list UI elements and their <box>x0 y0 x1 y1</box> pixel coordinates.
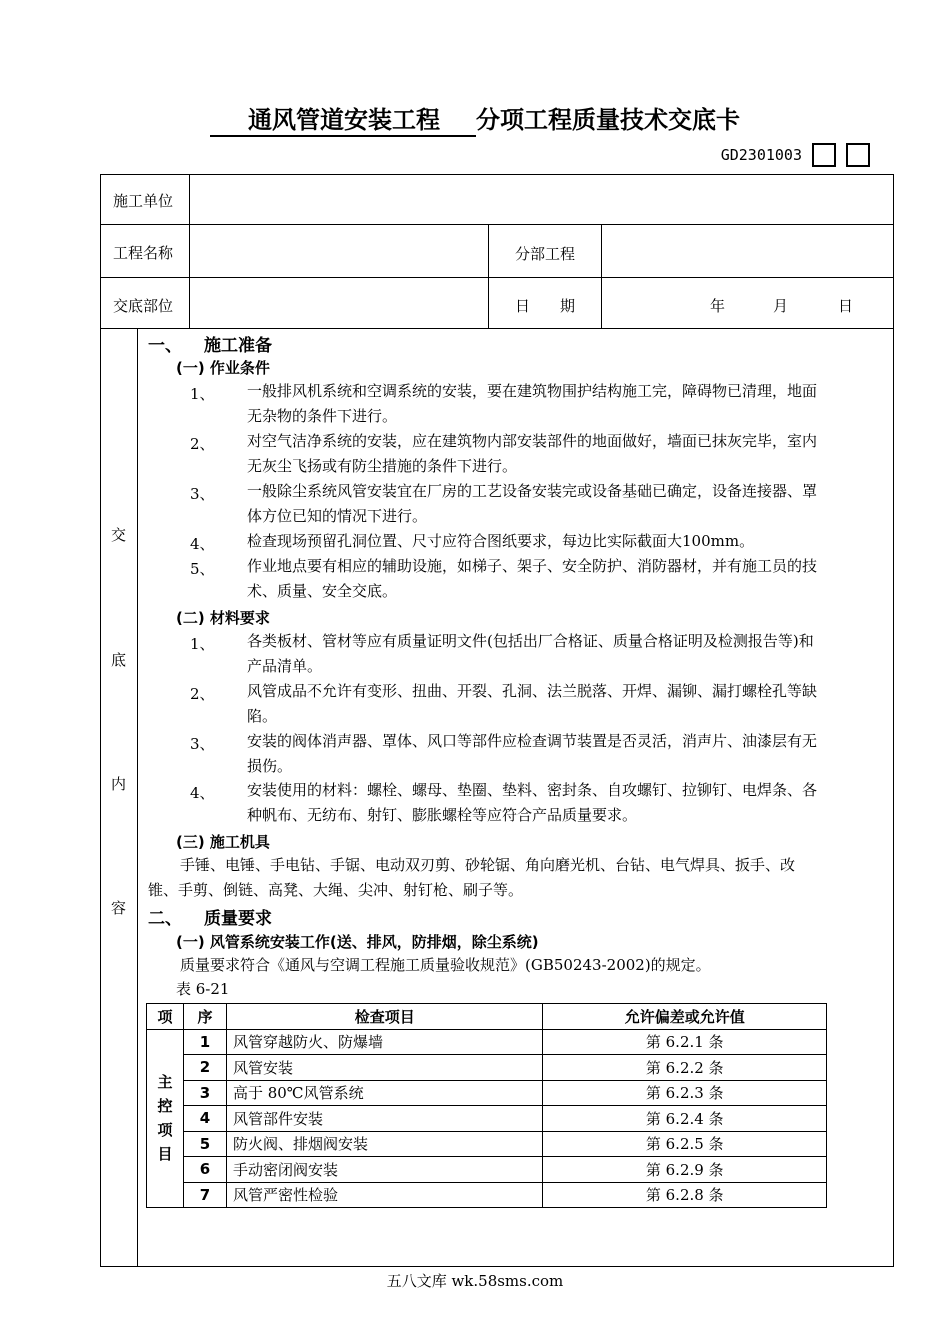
subsection-title: (一) 风管系统安装工作(送、排风，防排烟，除尘系统) <box>176 933 539 951</box>
item-cell: 防火阀、排烟阀安装 <box>226 1131 542 1157</box>
subsection-title: (三) 施工机具 <box>176 833 270 851</box>
row-divider <box>100 328 894 329</box>
item-cell: 手动密闭阀安装 <box>226 1157 542 1183</box>
subsection-title: (一) 作业条件 <box>176 359 270 377</box>
seq-cell: 1 <box>183 1029 226 1055</box>
doc-code-row <box>721 143 870 167</box>
col-divider <box>601 224 602 328</box>
tools-text-line-1: 手锤、电锤、手电钻、手锯、电动双刃剪、砂轮锯、角向磨光机、台钻、电气焊具、扳手、改 <box>180 856 796 874</box>
item-text: 一般排风机系统和空调系统的安装，要在建筑物围护结构施工完，障碍物已清理，地面 无杂物的条件下进行。 <box>247 382 818 425</box>
header-seq: 序 <box>183 1004 226 1030</box>
tools-text-line-2: 锥、手剪、倒链、高凳、大绳、尖冲、射钉枪、刷子等。 <box>148 881 524 899</box>
value-cell: 第 6.2.3 条 <box>543 1080 827 1106</box>
section-2-number: 二、 <box>148 909 182 929</box>
item-number: 5、 <box>190 560 215 578</box>
value-cell: 第 6.2.8 条 <box>543 1182 827 1208</box>
title-suffix: 分项工程质量技术交底卡 <box>476 106 740 134</box>
group-cell: 主控项目 <box>147 1029 184 1208</box>
checkbox-1 <box>812 143 836 167</box>
checkbox-2 <box>846 143 870 167</box>
seq-cell: 4 <box>183 1106 226 1132</box>
table-row <box>147 1131 827 1157</box>
item-number: 3、 <box>190 485 215 503</box>
item-text: 对空气洁净系统的安装，应在建筑物内部安装部件的地面做好，墙面已抹灰完毕，室内 无灰尘飞扬或有防尘措施的条件下进行。 <box>247 432 818 475</box>
item-number: 3、 <box>190 735 215 753</box>
item-number: 4、 <box>190 784 215 802</box>
value-cell: 第 6.2.9 条 <box>543 1157 827 1183</box>
quality-table <box>146 1003 827 1208</box>
header-item: 检查项目 <box>226 1004 542 1030</box>
doc-code: GD2301003 <box>720 146 802 164</box>
footer-watermark: 五八文库 wk.58sms.com <box>386 1272 564 1290</box>
seq-cell: 2 <box>183 1055 226 1081</box>
item-text: 风管成品不允许有变形、扭曲、开裂、孔洞、法兰脱落、开焊、漏铆、漏打螺栓孔等缺 陷。 <box>247 682 818 725</box>
header-group: 项 <box>147 1004 184 1030</box>
col-divider <box>488 224 489 328</box>
table-row <box>147 1157 827 1183</box>
item-text: 各类板材、管材等应有质量证明文件(包括出厂合格证、质量合格证明及检测报告等)和 产品清单。 <box>247 632 814 675</box>
item-number: 1、 <box>190 385 215 403</box>
section-1-number: 一、 <box>148 336 182 356</box>
item-cell: 风管严密性检验 <box>226 1182 542 1208</box>
side-label-char: 容 <box>111 899 127 917</box>
row-divider <box>100 277 894 278</box>
date-label: 日 期 <box>515 297 576 315</box>
item-cell: 风管部件安装 <box>226 1106 542 1132</box>
part-label: 交底部位 <box>113 297 174 315</box>
item-number: 4、 <box>190 535 215 553</box>
date-day: 日 <box>838 297 854 315</box>
section-2-title: 质量要求 <box>204 909 272 929</box>
subsection-title: (二) 材料要求 <box>176 609 270 627</box>
date-year: 年 <box>710 297 726 315</box>
table-row <box>147 1055 827 1081</box>
value-cell: 第 6.2.1 条 <box>543 1029 827 1055</box>
item-cell: 风管穿越防火、防爆墙 <box>226 1029 542 1055</box>
date-month: 月 <box>773 297 789 315</box>
item-cell: 高于 80℃风管系统 <box>226 1080 542 1106</box>
seq-cell: 5 <box>183 1131 226 1157</box>
row-divider <box>100 224 894 225</box>
side-label-char: 底 <box>111 651 127 669</box>
title-project-name: 通风管道安装工程 <box>210 100 476 137</box>
col-divider <box>137 328 138 1267</box>
item-text: 安装使用的材料：螺栓、螺母、垫圈、垫料、密封条、自攻螺钉、拉铆钉、电焊条、各 种帆布、无纺布、射钉、膨胀螺栓等应符合产品质量要求。 <box>247 781 818 824</box>
seq-cell: 6 <box>183 1157 226 1183</box>
division-label: 分部工程 <box>515 245 576 263</box>
value-cell: 第 6.2.5 条 <box>543 1131 827 1157</box>
value-cell: 第 6.2.4 条 <box>543 1106 827 1132</box>
item-text: 作业地点要有相应的辅助设施，如梯子、架子、安全防护、消防器材，并有施工员的技 术、质量、安全交底。 <box>247 557 818 600</box>
table-header-row <box>147 1004 827 1030</box>
table-row <box>147 1106 827 1132</box>
col-divider <box>189 174 190 328</box>
table-caption: 表 6-21 <box>176 980 230 998</box>
item-cell: 风管安装 <box>226 1055 542 1081</box>
item-text: 一般除尘系统风管安装宜在厂房的工艺设备安装完或设备基础已确定，设备连接器、罩 体方位已知的情况下进行。 <box>247 482 818 525</box>
item-number: 1、 <box>190 635 215 653</box>
quality-requirement-text: 质量要求符合《通风与空调工程施工质量验收规范》(GB50243-2002)的规定。 <box>180 956 711 974</box>
unit-label: 施工单位 <box>113 192 174 210</box>
section-1-title: 施工准备 <box>204 336 272 356</box>
item-text: 检查现场预留孔洞位置、尺寸应符合图纸要求，每边比实际截面大100mm。 <box>247 532 755 550</box>
project-label: 工程名称 <box>113 244 174 262</box>
table-row <box>147 1182 827 1208</box>
side-label-char: 内 <box>111 775 127 793</box>
side-label-char: 交 <box>111 526 127 544</box>
table-row <box>147 1080 827 1106</box>
item-text: 安装的阀体消声器、罩体、风口等部件应检查调节装置是否灵活，消声片、油漆层有无 损伤。 <box>247 732 818 775</box>
page-title <box>0 100 950 137</box>
header-value: 允许偏差或允许值 <box>543 1004 827 1030</box>
item-number: 2、 <box>190 685 215 703</box>
value-cell: 第 6.2.2 条 <box>543 1055 827 1081</box>
seq-cell: 3 <box>183 1080 226 1106</box>
table-row <box>147 1029 827 1055</box>
item-number: 2、 <box>190 435 215 453</box>
seq-cell: 7 <box>183 1182 226 1208</box>
